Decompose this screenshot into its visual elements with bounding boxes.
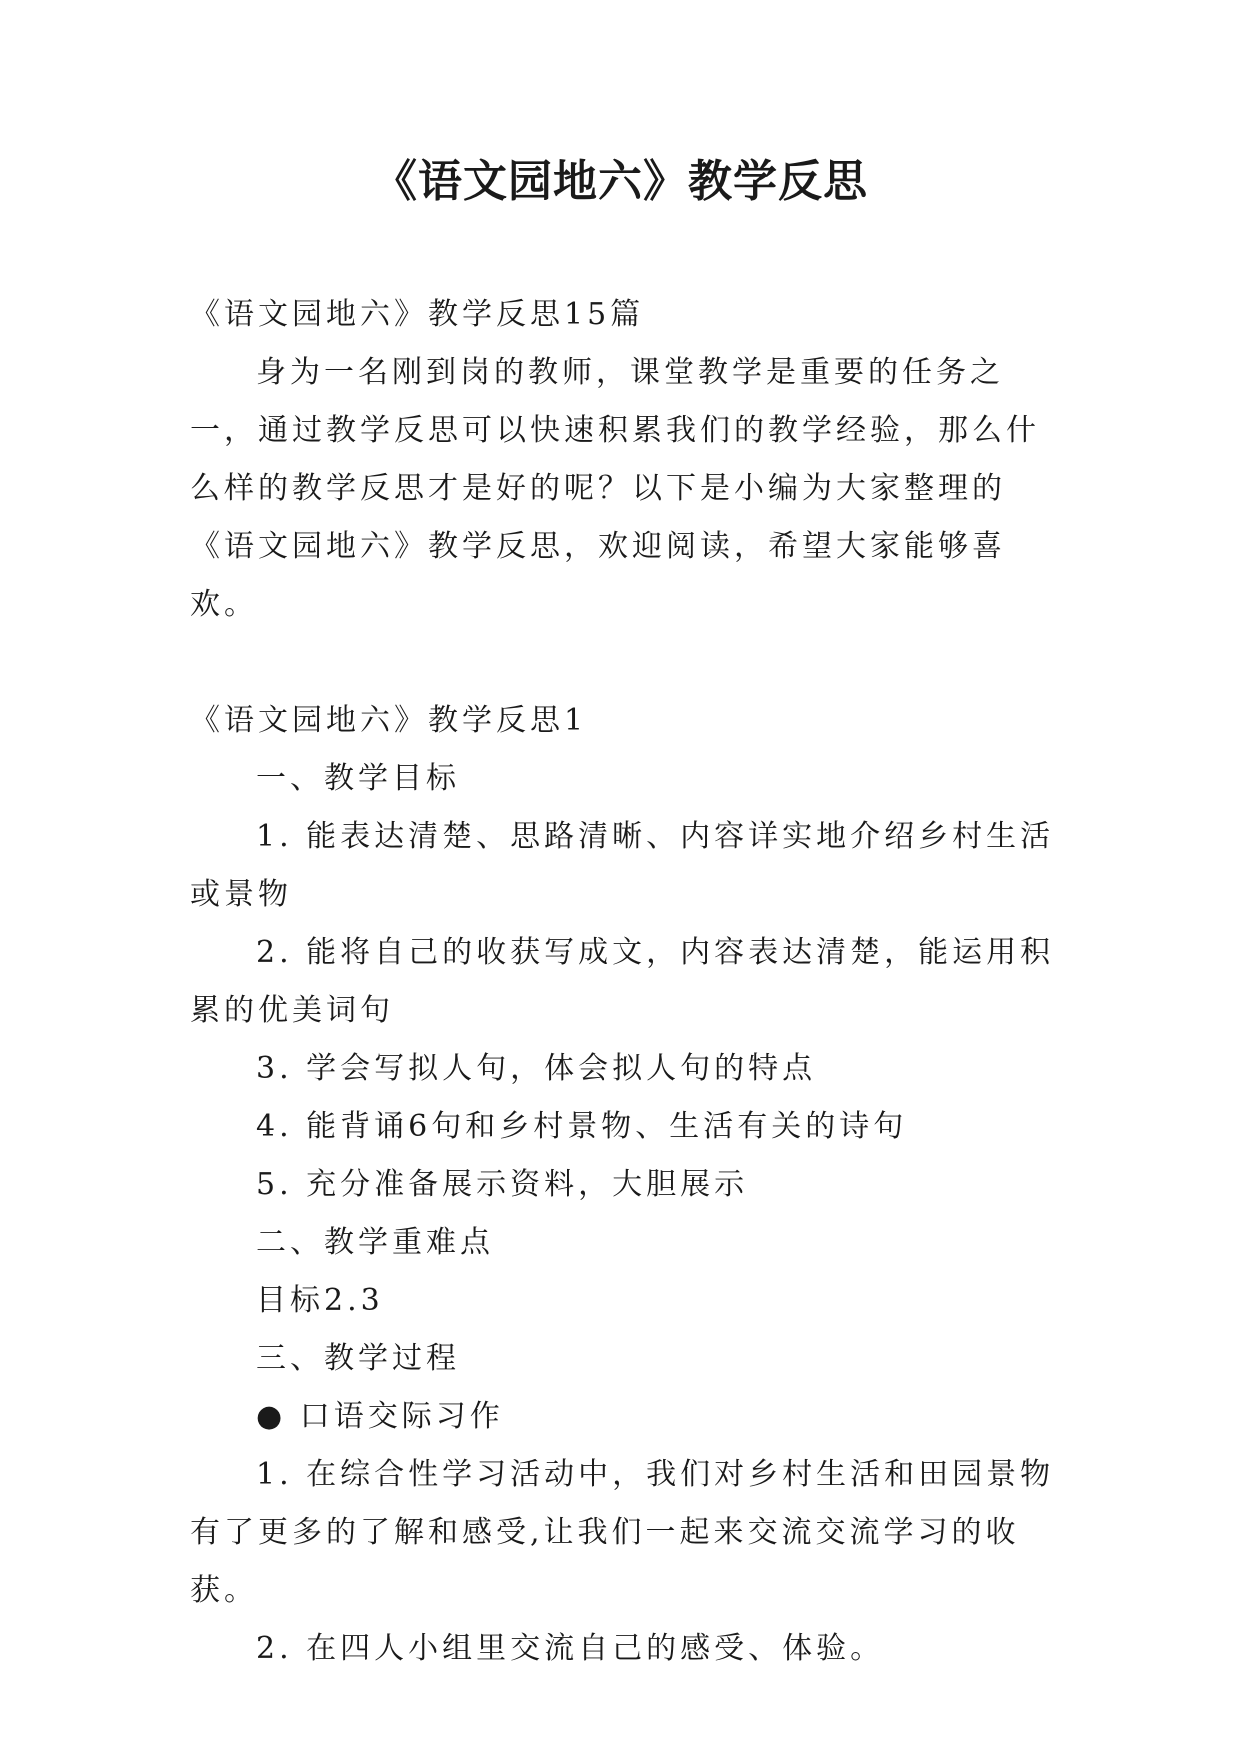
heading-key-difficulties: 二、教学重难点 bbox=[256, 1225, 494, 1260]
process-item-2: 2. 在四人小组里交流自己的感受、体验。 bbox=[256, 1631, 885, 1666]
document-subtitle: 《语文园地六》教学反思15篇 bbox=[190, 297, 645, 332]
bullet-oral-writing: ● 口语交际习作 bbox=[256, 1399, 504, 1434]
goal-item-1: 1. 能表达清楚、思路清晰、内容详实地介绍乡村生活或景物 bbox=[190, 819, 1055, 912]
process-item-1: 1. 在综合性学习活动中，我们对乡村生活和田园景物有了更多的了解和感受,让我们一起来交流交流学习的收获。 bbox=[190, 1457, 1055, 1608]
goal-item-4: 4. 能背诵6句和乡村景物、生活有关的诗句 bbox=[256, 1109, 908, 1144]
heading-teaching-goals: 一、教学目标 bbox=[256, 761, 460, 796]
key-difficulties-text: 目标2.3 bbox=[256, 1283, 384, 1318]
document-title: 《语文园地六》教学反思 bbox=[373, 156, 868, 207]
heading-teaching-process: 三、教学过程 bbox=[256, 1341, 460, 1376]
intro-paragraph: 身为一名刚到岗的教师，课堂教学是重要的任务之一，通过教学反思可以快速积累我们的教学经验，那么什么样的教学反思才是好的呢？以下是小编为大家整理的《语文园地六》教学反思，欢迎阅读，希望大家能够喜欢。 bbox=[190, 355, 1040, 622]
goal-item-2: 2. 能将自己的收获写成文，内容表达清楚，能运用积累的优美词句 bbox=[190, 935, 1055, 1028]
paragraph-gap bbox=[190, 634, 1060, 692]
section-heading: 《语文园地六》教学反思1 bbox=[190, 703, 588, 738]
goal-item-5: 5. 充分准备展示资料，大胆展示 bbox=[256, 1167, 749, 1202]
document-body bbox=[190, 286, 1060, 1678]
goal-item-3: 3. 学会写拟人句，体会拟人句的特点 bbox=[256, 1051, 817, 1086]
